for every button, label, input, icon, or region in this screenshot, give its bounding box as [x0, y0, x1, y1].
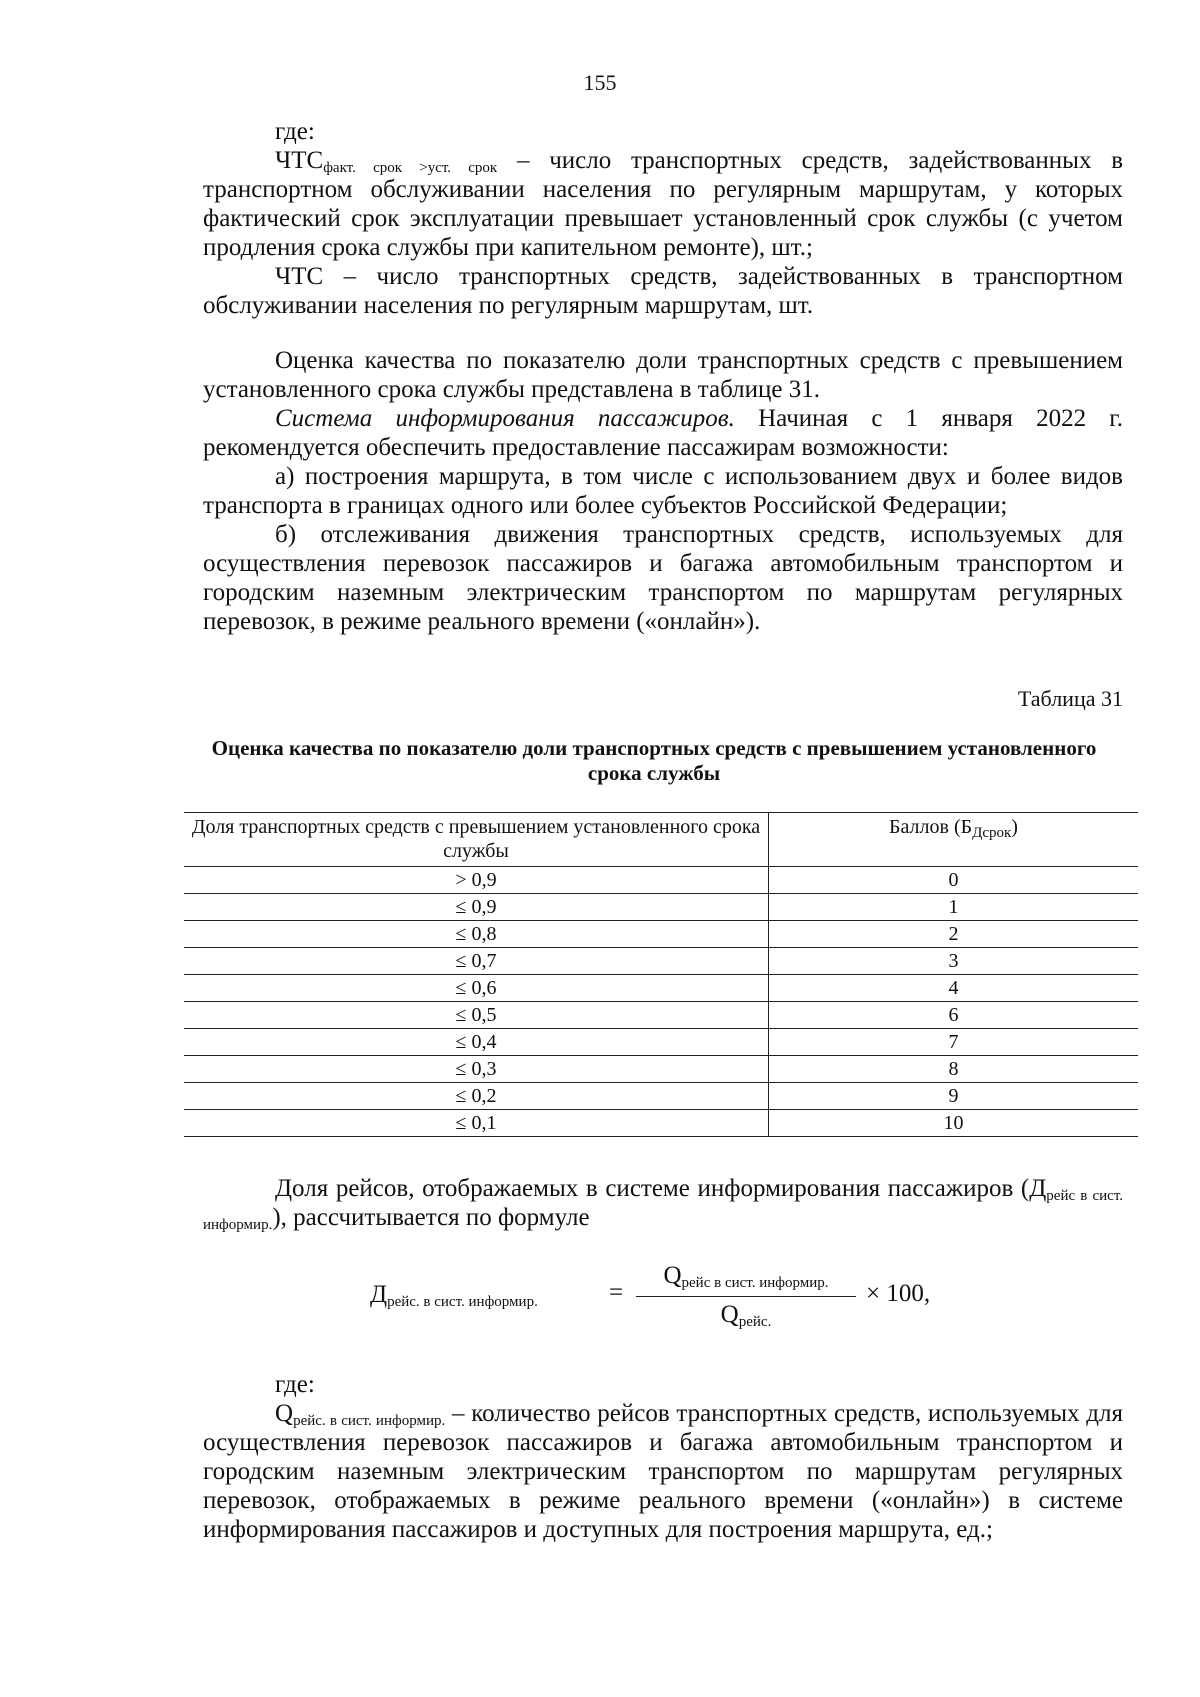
- header-score: Баллов $(Б_{Дсрок})$: [769, 813, 1139, 867]
- table-row: [184, 948, 1138, 975]
- definition-chts-overdue: [203, 146, 1123, 262]
- definition-symbol: ЧТС: [275, 147, 324, 174]
- final-definitions-block: [203, 1370, 1123, 1544]
- cell-score: 9: [769, 1083, 1139, 1110]
- paragraph-table-reference: Оценка качества по показателю доли транспортных средств с превышением установленного срока службы представлена в таблице 31.: [203, 347, 1123, 403]
- formula-lhs: $Д_{рейс. в сист. информир.}$: [370, 1281, 538, 1310]
- where-label-2: где:: [275, 1371, 315, 1398]
- cell-score: 7: [769, 1029, 1139, 1056]
- table-row: [184, 1083, 1138, 1110]
- formula-multiplier: × 100,: [866, 1280, 931, 1307]
- section-heading-italic: Система информирования пассажиров.: [275, 405, 735, 432]
- definition-text: – число транспортных средств, задействованных в транспортном обслуживании населения по регулярным маршрутам, у которых фактический срок эксплуатации превышает установленный срок службы (с учетом продления срока службы при капительном ремонте), шт.;: [203, 147, 1123, 261]
- cell-share: ≤ 0,2: [184, 1083, 769, 1110]
- cell-score: 8: [769, 1056, 1139, 1083]
- table-caption: Таблица 31: [1017, 686, 1123, 711]
- table-row: [184, 921, 1138, 948]
- paragraph-text: Начиная с 1 января 2022 г. рекомендуется обеспечить предоставление пассажирам возможности:: [203, 405, 1123, 461]
- cell-share: ≤ 0,9: [184, 894, 769, 921]
- cell-score: 3: [769, 948, 1139, 975]
- definition-q-reis: $Q_{рейс. в сист. информир.}$ – количество рейсов транспортных средств, используемых для осуществления перевозок пассажиров и багажа автомобильным транспортом и городским наземным электрическим транспортом по маршрутам регулярных перевозок, отображаемых в режиме реального времени («онлайн») в системе информирования пассажиров и доступных для построения маршрута, ед.;: [203, 1400, 1123, 1543]
- table-row: [184, 1002, 1138, 1029]
- formula-numerator: $Q_{рейс в сист. информир.}$: [663, 1262, 829, 1291]
- table-title: Оценка качества по показателю доли транспортных средств с превышением установленного срока службы: [211, 736, 1097, 785]
- table-row: [184, 894, 1138, 921]
- table-row: [184, 975, 1138, 1002]
- cell-share: ≤ 0,8: [184, 921, 769, 948]
- cell-score: 4: [769, 975, 1139, 1002]
- cell-share: ≤ 0,7: [184, 948, 769, 975]
- table-header-row: [184, 813, 1138, 867]
- list-item-a: а) построения маршрута, в том числе с использованием двух и более видов транспорта в границах одного или более субъектов Российской Федерации;: [203, 463, 1123, 519]
- table-row: [184, 867, 1138, 894]
- paragraph-info-system: [203, 404, 1123, 462]
- cell-share: ≤ 0,5: [184, 1002, 769, 1029]
- cell-score: 2: [769, 921, 1139, 948]
- cell-share: > 0,9: [184, 867, 769, 894]
- header-share: Доля транспортных средств с превышением установленного срока службы: [184, 813, 769, 867]
- where-label: где:: [275, 118, 315, 145]
- formula-denominator: $Q_{рейс.}$: [720, 1301, 772, 1330]
- cell-score: 6: [769, 1002, 1139, 1029]
- table-row: [184, 1110, 1138, 1137]
- page-number: 155: [583, 70, 617, 95]
- formula-intro: Доля рейсов, отображаемых в системе информирования пассажиров $(Д_{рейс в сист. информир.})$, рассчитывается по формуле: [203, 1175, 1124, 1233]
- cell-share: ≤ 0,1: [184, 1110, 769, 1137]
- table-row: [184, 1029, 1138, 1056]
- cell-score: 10: [769, 1110, 1139, 1137]
- formula-intro-block: [203, 1174, 1123, 1232]
- cell-share: ≤ 0,4: [184, 1029, 769, 1056]
- definitions-block: [203, 117, 1123, 636]
- list-item-b: б) отслеживания движения транспортных средств, используемых для осуществления перевозок пассажиров и багажа автомобильным транспортом и городским наземным электрическим транспортом по маршрутам регулярных перевозок, в режиме реального времени («онлайн»).: [203, 521, 1123, 635]
- cell-share: ≤ 0,3: [184, 1056, 769, 1083]
- formula-equals: =: [609, 1279, 624, 1306]
- cell-score: 0: [769, 867, 1139, 894]
- cell-share: ≤ 0,6: [184, 975, 769, 1002]
- cell-score: 1: [769, 894, 1139, 921]
- definition-chts-total: ЧТС – число транспортных средств, задействованных в транспортном обслуживании населения по регулярным маршрутам, шт.: [203, 263, 1123, 319]
- fraction-line: [636, 1296, 856, 1297]
- score-table: [184, 812, 1138, 1137]
- definition-subscript: факт. срок >уст. срок: [323, 160, 498, 176]
- formula-fraction: [636, 1262, 856, 1331]
- table-row: [184, 1056, 1138, 1083]
